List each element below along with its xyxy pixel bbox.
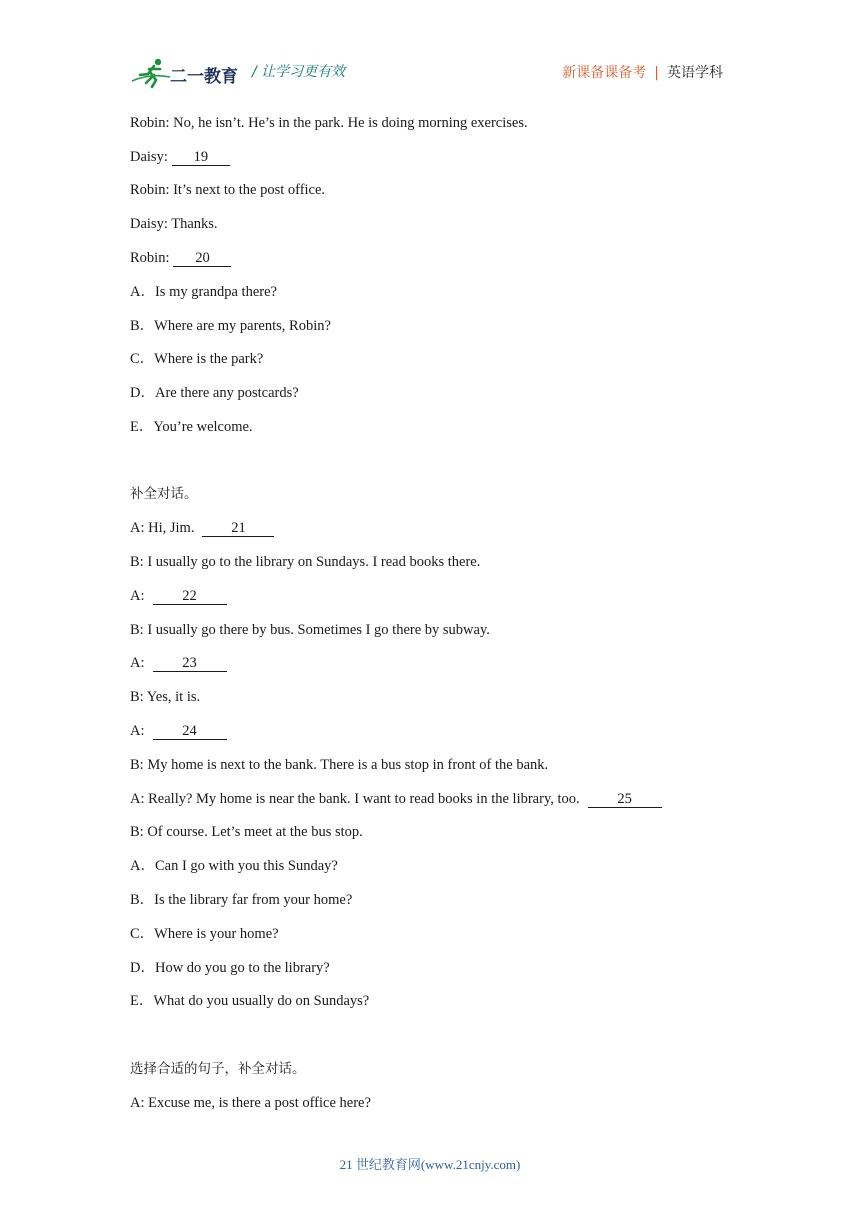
option-b: B．Where are my parents, Robin?: [130, 318, 331, 334]
dialog-line: A: Excuse me, is there a post office here?: [130, 1095, 371, 1111]
answer-blank[interactable]: 22: [153, 589, 227, 605]
option-c: C．Where is the park?: [130, 351, 264, 367]
option-e: E．What do you usually do on Sundays?: [130, 993, 370, 1009]
slogan: / 让学习更有效: [252, 64, 346, 80]
answer-blank[interactable]: 21: [202, 521, 274, 537]
answer-blank[interactable]: 23: [153, 656, 227, 672]
answer-blank[interactable]: 20: [173, 251, 231, 267]
answer-blank[interactable]: 25: [588, 792, 662, 808]
subject-label: 英语学科: [667, 65, 723, 81]
dialog-line: [130, 722, 227, 740]
dialog-line: B: I usually go to the library on Sundays. I read books there.: [130, 554, 481, 570]
dialog-line: [130, 148, 230, 166]
logo: [130, 55, 242, 91]
dialog-line: [130, 790, 662, 808]
answer-blank[interactable]: 19: [172, 150, 230, 166]
runner-icon: [132, 59, 170, 87]
speaker: A: Really? My home is near the bank. I want to read books in the library, too.: [130, 791, 580, 807]
logo-text: 二一教育: [170, 67, 238, 87]
dialog-line: [130, 249, 231, 267]
header-subject: [562, 62, 723, 82]
option-c: C．Where is your home?: [130, 926, 279, 942]
speaker: A: Hi, Jim.: [130, 520, 195, 536]
dialog-line: B: Yes, it is.: [130, 689, 201, 705]
dialog-line: B: My home is next to the bank. There is a bus stop in front of the bank.: [130, 757, 549, 773]
speaker: A:: [130, 655, 145, 671]
option-d: D．How do you go to the library?: [130, 960, 330, 976]
page-header: [0, 0, 860, 100]
option-a: A．Can I go with you this Sunday?: [130, 858, 338, 874]
option-a: A．Is my grandpa there?: [130, 284, 277, 300]
section-title: 补全对话。: [130, 486, 198, 502]
header-separator: |: [654, 65, 659, 81]
speaker: Robin:: [130, 250, 170, 266]
dialog-line: Robin: No, he isn’t. He’s in the park. He is doing morning exercises.: [130, 115, 528, 131]
option-e: E．You’re welcome.: [130, 419, 253, 435]
dialog-line: B: Of course. Let’s meet at the bus stop.: [130, 824, 363, 840]
speaker: A:: [130, 723, 145, 739]
exam-label: 新课备课备考: [562, 65, 647, 81]
option-b: B．Is the library far from your home?: [130, 892, 353, 908]
dialog-line: Robin: It’s next to the post office.: [130, 182, 326, 198]
dialog-line: [130, 519, 274, 537]
dialog-line: B: I usually go there by bus. Sometimes I go there by subway.: [130, 622, 490, 638]
dialog-line: Daisy: Thanks.: [130, 216, 218, 232]
speaker: Daisy:: [130, 149, 168, 165]
option-d: D．Are there any postcards?: [130, 385, 299, 401]
dialog-line: [130, 587, 227, 605]
section-title: 选择合适的句子，补全对话。: [130, 1061, 306, 1077]
page-footer: 21 世纪教育网(www.21cnjy.com): [339, 1157, 521, 1172]
speaker: A:: [130, 588, 145, 604]
dialog-line: [130, 654, 227, 672]
answer-blank[interactable]: 24: [153, 724, 227, 740]
